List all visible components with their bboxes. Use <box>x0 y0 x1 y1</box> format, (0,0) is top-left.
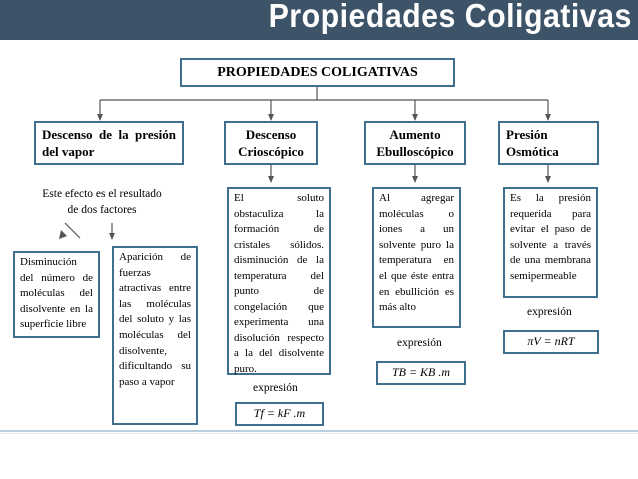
ebullioscopic-formula: TB = KB .m <box>376 361 466 385</box>
footer-divider-shadow <box>0 433 638 434</box>
branch-vapor-pressure <box>34 121 184 165</box>
branch-vapor-pressure-title: Descenso de la presión del vapor <box>42 127 176 159</box>
root-label: PROPIEDADES COLIGATIVAS <box>217 65 418 80</box>
branch-osmotic-title: Presión Osmótica <box>506 127 559 159</box>
branch-ebullioscopic <box>364 121 466 165</box>
root-node <box>180 58 455 87</box>
cryoscopic-formula: Tf = kF .m <box>235 402 324 426</box>
branch-cryoscopic <box>224 121 318 165</box>
ebullioscopic-expression-label: expresión <box>397 337 442 349</box>
branch-cryoscopic-title: Descenso Crioscópico <box>238 127 304 159</box>
osmotic-expression-label: expresión <box>527 306 572 318</box>
branch-osmotic <box>498 121 599 165</box>
vapor-intro-text: Este efecto es el resultado de dos factores <box>42 188 162 216</box>
branch-ebullioscopic-title: Aumento Ebulloscópico <box>376 127 454 159</box>
ebullioscopic-description: Al agregar moléculas o iones a un solvente puro la temperatura en el que éste entra en ebullición es más alto <box>372 187 461 328</box>
cryoscopic-expression-label: expresión <box>253 382 298 394</box>
vapor-factor-1: Disminución del número de moléculas del disolvente en la superficie libre <box>13 251 100 338</box>
footer-divider <box>0 430 638 432</box>
osmotic-description: Es la presión requerida para evitar el paso de solvente a través de una membrana semipermeable <box>503 187 598 298</box>
cryoscopic-description: El soluto obstaculiza la formación de cristales sólidos. disminución de la temperatura del punto de congelación que experimenta una disolución respecto a la del disolvente puro. <box>227 187 331 375</box>
osmotic-formula: πV = nRT <box>503 330 599 354</box>
vapor-factor-2: Aparición de fuerzas atractivas entre las moléculas del soluto y las moléculas del disolvente, dificultando su paso a vapor <box>112 246 198 425</box>
page-title: Propiedades Coligativas <box>268 0 632 34</box>
